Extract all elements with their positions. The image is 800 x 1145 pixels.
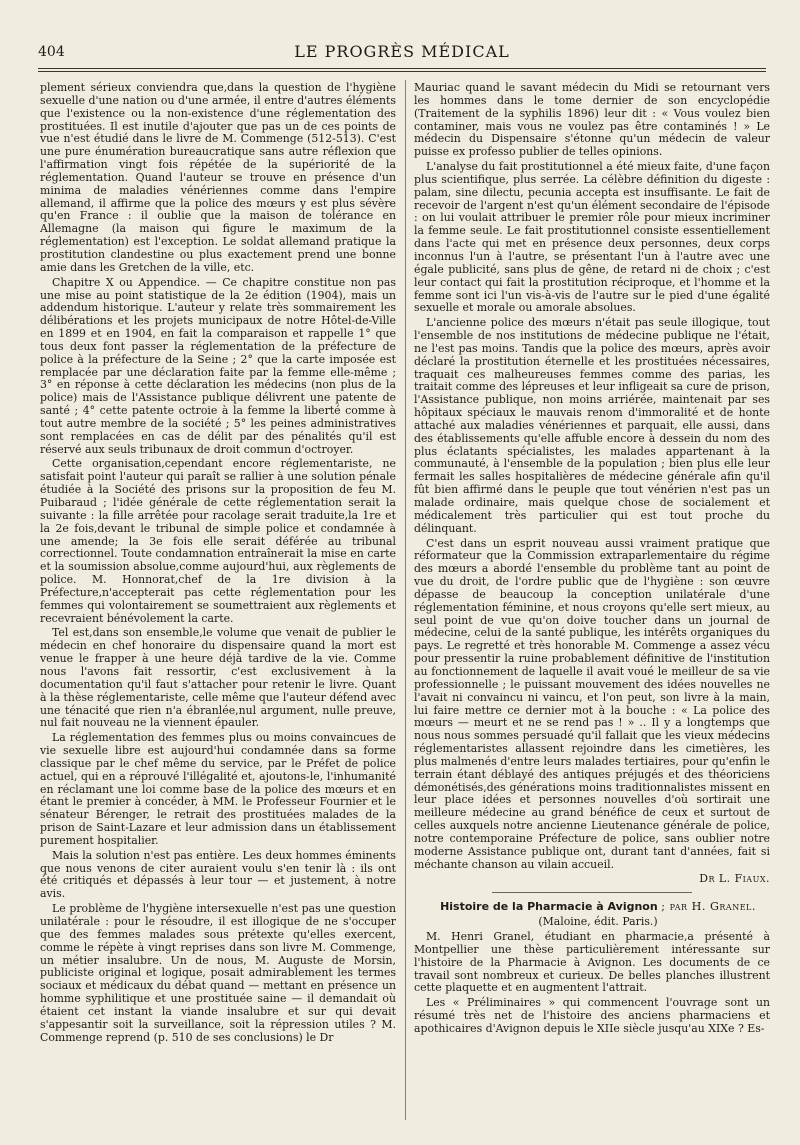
review-publisher: (Maloine, édit. Paris.): [538, 915, 658, 929]
paragraph: C'est dans un esprit nouveau aussi vraiment pratique que réformateur que la Commission extraparlementaire du régime des mœurs a abordé l'ensemble du problème tant au point de vue du droit, de l'ordre public que de l'hygiène : son œuvre dépasse de beaucoup la conception unilatérale d'une réglementation féminine, et nous croyons qu'elle sert mieux, au seul point de vue qu'on doive toucher dans un journal de médecine, celui de la santé publique, les intérêts organiques du pays. Le regretté et très honorable M. Commenge a assez vécu pour pressentir la ruine probablement définitive de l'institution au fonctionnement de laquelle il avait voué le meilleur de sa vie professionnelle ; le puissant mouvement des idées nouvelles ne l'avait ni convaincu ni vaincu, et l'on peut, son livre à la main, lui faire mettre ce dernier mot à la bouche : « La police des mœurs — meurt et ne se rend pas ! » .. Il y a longtemps que nous nous sommes persuadé qu'il fallait que les vieux médecins réglementaristes allassent rejoindre dans les cimetières, les plus malmenés d'entre leurs malades tertiaires, pour qu'enfin le terrain étant déblayé des antiques préjugés et des théoriciens démonétisés,des générations moins traditionnalistes missent en leur place idées et personnes nouvelles d'où sortirait une meilleure médecine au grand bénéfice de ceux et surtout de celles auxquels notre ancienne Lieutenance générale de police, notre contemporaine Préfecture de police, sans oublier notre moderne Assistance publique ont, durant tant d'années, fait si méchante chanson au vilain accueil.: [414, 536, 770, 871]
right-column: [414, 82, 770, 1038]
left-column: [40, 82, 396, 1046]
column-divider: [405, 80, 406, 1120]
paragraph: L'analyse du fait prostitutionnel a été mieux faite, d'une façon plus scientifique, plus serrée. La célèbre définition du digeste : palam, sine dilectu, pecunia accepta est insuffisante. Le fait de recevoir de l'argent n'est qu'un élément secondaire de l'épisode : on lui voulait attribuer le premier rôle pour mieux incriminer la femme seule. Le fait prostitutionnel consiste essentiellement dans l'acte qui met en présence deux personnes, deux corps inconnus l'un à l'autre, se présentant l'un à l'autre avec une égale publicité, sans plus de gêne, de retard ni de choix ; c'est leur contact qui fait la prostitution réciproque, et l'homme et la femme sont ici l'un vis-à-vis de l'autre sur le pied d'une égalité sexuelle et morale ou amorale absolues.: [414, 160, 770, 315]
paragraph: plement sérieux conviendra que,dans la question de l'hygiène sexuelle d'une nation ou d'une armée, il entre d'autres éléments que l'existence ou la non-existence d'une réglementation des prostituées. Il est inutile d'ajouter que pas un de ces points de vue n'est étudié dans le livre de M. Commenge (512-513). C'est une pure énumération bureaucratique sans autre réflexion que l'affirmation vingt fois répétée de la supériorité de la réglementation. Quand l'auteur se trouve en présence d'un minima de maladies vénériennes comme dans l'empire allemand, il affirme que la police des mœurs y est plus sévère qu'en France : il oublie que la maison de tolérance en Allemagne (la maison qui figure le maximum de la réglementation) est l'exception. Le soldat allemand pratique la prostitution clandestine ou plus exactement prend une bonne amie dans les Gretchen de la ville, etc.: [40, 81, 396, 274]
paragraph: Cette organisation,cependant encore réglementariste, ne satisfait point l'auteur qui paraît se rallier à une solution pénale étudiée à la Société des prisons sur la proposition de feu M. Puibaraud ; l'idée générale de cette réglementation serait la suivante : la fille arrêtée pour racolage serait traduite,la 1re et la 2e fois,devant le tribunal de simple police et condamnée à une amende; la 3e fois elle serait déférée au tribunal correctionnel. Toute condamnation entraînerait la mise en carte et la soumission absolue,comme aujourd'hui, aux règlements de police. M. Honnorat,chef de la 1re division à la Préfecture,n'accepterait pas cette réglementation pour les femmes qui volontairement se soumettraient aux règlements et recevraient bénévolement la carte.: [40, 457, 396, 625]
header-rule: [38, 68, 766, 69]
paragraph: M. Henri Granel, étudiant en pharmacie,a présenté à Montpellier une thèse particulièrement intéressante sur l'histoire de la Pharmacie à Avignon. Les documents de ce travail sont nombreux et curieux. De belles planches illustrent cette plaquette et en augmentent l'attrait.: [414, 930, 770, 995]
journal-title: LE PROGRÈS MÉDICAL: [294, 42, 510, 61]
paragraph: Tel est,dans son ensemble,le volume que venait de publier le médecin en chef honoraire du dispensaire quand la mort est venue le frapper à une heure déjà tardive de la vie. Comme nous l'avons fait ressortir, c'est exclusivement à la documentation qu'il faut s'attacher pour retenir le livre. Quant à la thèse réglementariste, celle même que l'auteur défend avec une ténacité que rien n'a ébranlée,nul argument, nulle preuve, nul fait nouveau ne la viennent épauler.: [40, 626, 396, 730]
header-rule-double: [38, 71, 766, 72]
section-separator: [492, 892, 692, 893]
paragraph: La réglementation des femmes plus ou moins convaincues de vie sexuelle libre est aujourd'hui condamnée dans sa forme classique par le chef même du service, par le Préfet de police actuel, qui en a réprouvé l'illégalité et, ajoutons-le, l'inhumanité en réclamant une loi comme base de la police des mœurs et en étant le premier à concéder, à MM. le Professeur Fournier et le sénateur Bérenger, le retrait des prostituées malades de la prison de Saint-Lazare et leur admission dans un établissement purement hospitalier.: [40, 731, 396, 847]
page-header: [38, 40, 766, 66]
author-signature: Dr L. Fiaux.: [699, 872, 770, 886]
paragraph: Les « Préliminaires » qui commencent l'ouvrage sont un résumé très net de l'histoire des anciens pharmaciens et apothicaires d'Avignon depuis le XIIe siècle jusqu'au XIXe ? Es-: [414, 996, 770, 1035]
paragraph: Le problème de l'hygiène intersexuelle n'est pas une question unilatérale : pour le résoudre, il est illogique de ne s'occuper que des femmes malades sous prétexte qu'elles exercent, comme le répète à vingt reprises dans son livre M. Commenge, un métier insalubre. Un de nous, M. Auguste de Morsin, publiciste original et logique, posait admirablement les termes sociaux et médicaux du débat quand — mettant en présence un homme syphilitique et une prostituée saine — il demandait où étaient cet instant la viande insalubre et sur qui devait s'appesantir soit la surveillance, soit la répression utiles ? M. Commenge reprend (p. 510 de ses conclusions) le Dr: [40, 902, 396, 1044]
review-heading: [414, 901, 770, 914]
paragraph: L'ancienne police des mœurs n'était pas seule illogique, tout l'ensemble de nos institutions de médecine publique ne l'était, ne l'est pas moins. Tandis que la police des mœurs, après avoir déclaré la prostitution éternelle et les prostituées nécessaires, traquait ces malheureuses femmes comme des parias, les traitait comme des lépreuses et leur infligeait sa cure de prison, l'Assistance publique, non moins arriérée, maintenait par ses hôpitaux spéciaux le mauvais renom d'immoralité et de honte attaché aux maladies vénériennes et parquait, elle aussi, dans des établissements qu'elle affuble encore à dessein du nom des plus éclatants spécialistes, les malades appartenant à la communauté, à l'ensemble de la population ; bien plus elle leur fermait les salles hospitalières de médecine générale afin qu'il fût bien affirmé dans le peuple que tout vénérien n'est pas un malade ordinaire, mais quelque chose de socialement et médicalement très particulier qui est tout proche du délinquant.: [414, 316, 770, 535]
paragraph: Mais la solution n'est pas entière. Les deux hommes éminents que nous venons de citer auraient voulu s'en tenir là : ils ont été critiqués et dépassés à leur tour — et justement, à notre avis.: [40, 848, 396, 901]
page-number: 404: [38, 44, 65, 60]
review-author: ; par H. Granel.: [661, 900, 756, 914]
paragraph: Chapitre X ou Appendice. — Ce chapitre constitue non pas une mise au point statistique de la 2e édition (1904), mais un addendum historique. L'auteur y relate très sommairement les délibérations et les projets municipaux de notre Hôtel-de-Ville en 1899 et en 1904, en fait la comparaison et rappelle 1° que tous deux font passer la réglementation de la préfecture de police à la préfecture de la Seine ; 2° que la carte imposée est remplacée par une déclaration faite par la femme elle-même ; 3° en réponse à cette déclaration les médecins (non plus de la police) mais de l'Assistance publique délivrent une patente de santé ; 4° cette patente octroie à la femme la liberté comme à tout autre membre de la société ; 5° les peines administratives sont remplacées en cas de délit par des pénalités qu'il est réservé aux seuls tribunaux de droit commun d'octroyer.: [40, 275, 396, 456]
review-title: Histoire de la Pharmacie à Avignon: [440, 900, 658, 914]
paragraph: Mauriac quand le savant médecin du Midi se retournant vers les hommes dans le tome dernier de son encyclopédie (Traitement de la syphilis 1896) leur dit : « Vous voulez bien contaminer, mais vous ne voulez pas être contaminés ! » Le médecin du Dispensaire s'étonne qu'un médecin de valeur puisse ex professo publier de telles opinions.: [414, 81, 770, 159]
